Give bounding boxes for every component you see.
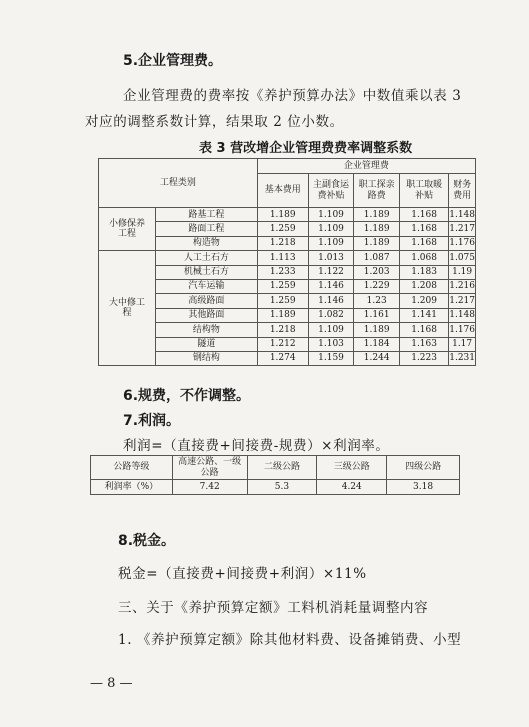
section-7-heading: 7.利润。	[123, 413, 181, 429]
group-small-repair-line2: 工程	[118, 229, 137, 240]
header-col-5-line: 财务费用	[453, 180, 472, 201]
header-col-2-line2: 费补贴	[317, 190, 345, 201]
row-name: 路面工程	[156, 222, 258, 236]
group-major-repair-line2: 程	[122, 308, 132, 319]
cell: 1.109	[308, 236, 354, 250]
cell: 1.244	[354, 351, 400, 365]
table-4-rate: 5.3	[247, 480, 317, 495]
table-row	[99, 279, 476, 293]
table-4-level-1-line2: 公路	[200, 467, 219, 478]
header-group: 企业管理费	[257, 159, 475, 174]
group-small-repair	[99, 208, 156, 251]
table-4-rate: 4.24	[317, 480, 387, 495]
cell: 1.259	[257, 279, 308, 293]
table-4-row-label: 利润率（%）	[91, 480, 173, 495]
cell: 1.189	[354, 208, 400, 222]
header-col-5	[449, 174, 476, 208]
cell: 1.161	[354, 308, 400, 322]
header-col-2	[308, 174, 354, 208]
cell: 1.109	[308, 208, 354, 222]
row-name: 路基工程	[156, 208, 258, 222]
row-name: 隧道	[156, 337, 258, 351]
header-col-4-line1: 职工取暖	[406, 180, 443, 191]
section-5-heading: 5.企业管理费。	[123, 53, 223, 69]
header-col-3	[354, 174, 400, 208]
table-row	[99, 251, 476, 265]
cell: 1.075	[449, 251, 476, 265]
table-row	[99, 323, 476, 337]
table-row	[99, 222, 476, 236]
section-three-heading: 三、关于《养护预算定额》工料机消耗量调整内容	[118, 600, 429, 616]
table-3	[98, 158, 476, 366]
cell: 1.109	[308, 323, 354, 337]
cell: 1.231	[449, 351, 476, 365]
section-8-heading: 8.税金。	[118, 533, 176, 549]
row-name: 机械土石方	[156, 265, 258, 279]
cell: 1.103	[308, 337, 354, 351]
cell: 1.208	[399, 279, 448, 293]
cell: 1.218	[257, 323, 308, 337]
cell: 1.212	[257, 337, 308, 351]
cell: 1.168	[399, 236, 448, 250]
cell: 1.183	[399, 265, 448, 279]
table-row	[99, 208, 476, 222]
cell: 1.148	[449, 208, 476, 222]
cell: 1.217	[449, 222, 476, 236]
table-row	[99, 308, 476, 322]
header-col-1-line: 基本费用	[264, 185, 301, 196]
row-name: 人工土石方	[156, 251, 258, 265]
cell: 1.229	[354, 279, 400, 293]
cell: 1.17	[449, 337, 476, 351]
row-name: 其他路面	[156, 308, 258, 322]
cell: 1.141	[399, 308, 448, 322]
table-4-rate-row	[91, 480, 460, 495]
cell: 1.259	[257, 222, 308, 236]
cell: 1.168	[399, 208, 448, 222]
section-5-paragraph-line2: 对应的调整系数计算，结果取 2 位小数。	[85, 114, 344, 130]
header-category: 工程类别	[99, 159, 258, 208]
header-col-4	[399, 174, 448, 208]
cell: 1.259	[257, 294, 308, 308]
cell: 1.189	[354, 236, 400, 250]
section-8-formula: 税金=（直接费+间接费+利润）×11%	[118, 566, 367, 582]
section-6-heading: 6.规费，不作调整。	[123, 388, 251, 404]
cell: 1.168	[399, 222, 448, 236]
table-row	[99, 236, 476, 250]
cell: 1.109	[308, 222, 354, 236]
row-name: 高级路面	[156, 294, 258, 308]
cell: 1.189	[257, 308, 308, 322]
table-4-header-label: 公路等级	[91, 456, 173, 480]
cell: 1.19	[449, 265, 476, 279]
cell: 1.209	[399, 294, 448, 308]
cell: 1.168	[399, 323, 448, 337]
cell: 1.068	[399, 251, 448, 265]
cell: 1.146	[308, 279, 354, 293]
header-col-3-line2: 路费	[367, 190, 386, 201]
header-col-2-line1: 主副食运	[313, 180, 350, 191]
group-small-repair-line1: 小修保养	[109, 218, 146, 229]
cell: 1.223	[399, 351, 448, 365]
cell: 1.113	[257, 251, 308, 265]
section-5-paragraph-line1: 企业管理费的费率按《养护预算办法》中数值乘以表 3	[123, 88, 462, 104]
table-row	[99, 351, 476, 365]
table-4	[90, 455, 460, 495]
group-major-repair	[99, 251, 156, 366]
table-4-rate: 3.18	[387, 480, 460, 495]
header-col-1	[257, 174, 308, 208]
table-4-level-1	[172, 456, 247, 480]
group-major-repair-line1: 大中修工	[109, 297, 146, 308]
cell: 1.122	[308, 265, 354, 279]
cell: 1.176	[449, 323, 476, 337]
table-4-level-1-line1: 高速公路、一级	[178, 457, 242, 468]
table-4-rate: 7.42	[172, 480, 247, 495]
row-name: 钢结构	[156, 351, 258, 365]
table-row	[99, 294, 476, 308]
cell: 1.189	[354, 323, 400, 337]
table-row	[99, 337, 476, 351]
cell: 1.082	[308, 308, 354, 322]
cell: 1.216	[449, 279, 476, 293]
table-4-level-2: 二级公路	[247, 456, 317, 480]
section-7-formula: 利润=（直接费+间接费-规费）×利润率。	[123, 438, 390, 454]
cell: 1.23	[354, 294, 400, 308]
cell: 1.184	[354, 337, 400, 351]
cell: 1.217	[449, 294, 476, 308]
item-1-text: 1. 《养护预算定额》除其他材料费、设备摊销费、小型	[118, 632, 462, 648]
cell: 1.176	[449, 236, 476, 250]
cell: 1.274	[257, 351, 308, 365]
header-col-4-line2: 补贴	[415, 190, 434, 201]
table-4-header-row	[91, 456, 460, 480]
cell: 1.163	[399, 337, 448, 351]
cell: 1.218	[257, 236, 308, 250]
table-4-level-3: 三级公路	[317, 456, 387, 480]
row-name: 构造物	[156, 236, 258, 250]
cell: 1.233	[257, 265, 308, 279]
cell: 1.189	[354, 222, 400, 236]
row-name: 结构物	[156, 323, 258, 337]
table-row	[99, 265, 476, 279]
cell: 1.146	[308, 294, 354, 308]
page-number: — 8 —	[90, 676, 133, 691]
cell: 1.148	[449, 308, 476, 322]
header-col-3-line1: 职工探亲	[358, 180, 395, 191]
table-3-caption: 表 3 营改增企业管理费费率调整系数	[199, 141, 413, 156]
cell: 1.013	[308, 251, 354, 265]
row-name: 汽车运输	[156, 279, 258, 293]
cell: 1.189	[257, 208, 308, 222]
cell: 1.087	[354, 251, 400, 265]
cell: 1.159	[308, 351, 354, 365]
table-4-level-4: 四级公路	[387, 456, 460, 480]
cell: 1.203	[354, 265, 400, 279]
